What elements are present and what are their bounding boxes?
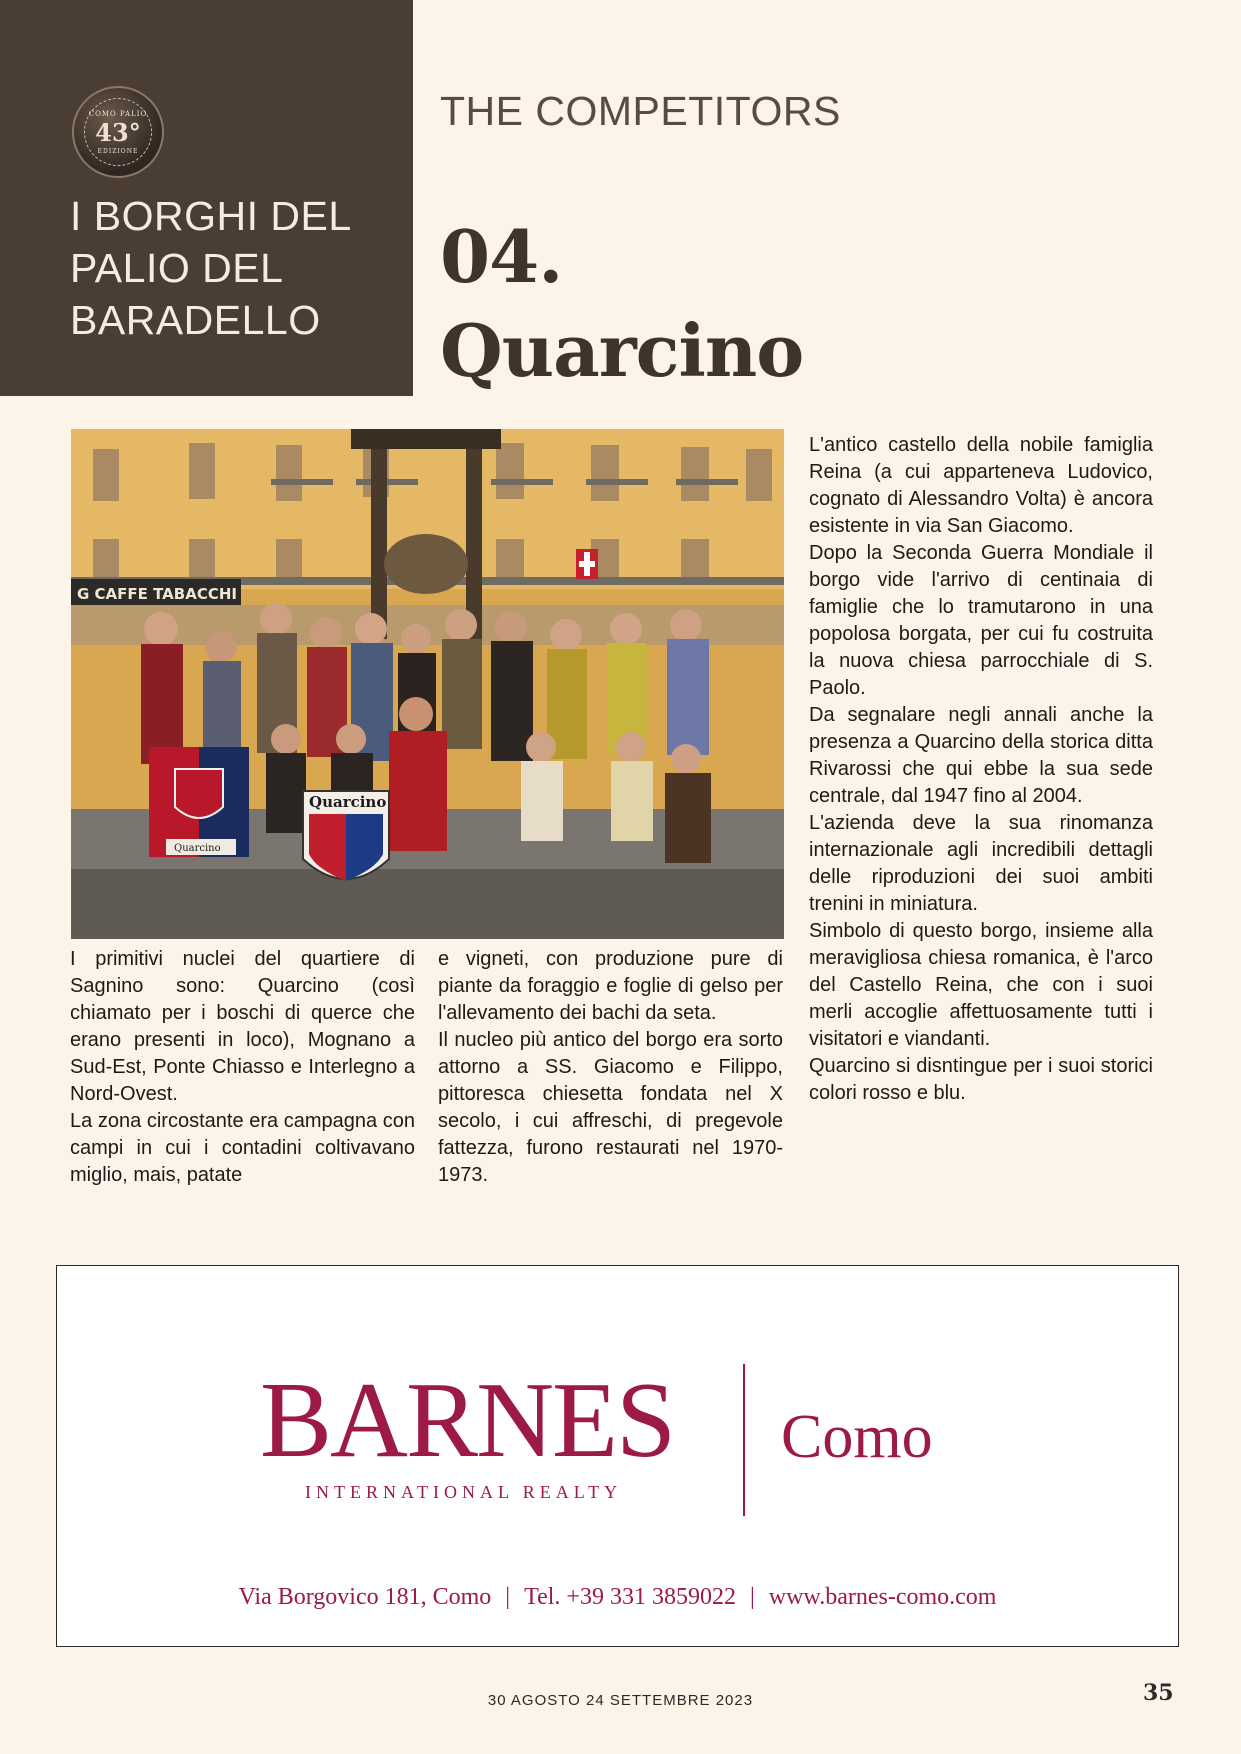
ad-divider	[743, 1364, 745, 1516]
footer-date: 30 AGOSTO 24 SETTEMBRE 2023	[487, 1692, 754, 1709]
article-column-2	[438, 946, 783, 1189]
series-title-line: PALIO DEL	[70, 245, 284, 291]
borgo-number: 04.	[440, 214, 563, 299]
panel-notch	[413, 0, 416, 188]
article-column-3	[809, 432, 1153, 1107]
shop-sign-text: G CAFFE TABACCHI	[77, 585, 237, 603]
ad-brand-logo: BARNES	[260, 1361, 675, 1480]
section-label: THE COMPETITORS	[440, 88, 841, 134]
badge-top-text: COMO PALIO	[88, 110, 148, 118]
ad-phone: Tel. +39 331 3859022	[524, 1584, 736, 1610]
borgo-name: Quarcino	[440, 308, 804, 393]
paragraph: Simbolo di questo borgo, insieme alla meravigliosa chiesa romanica, è l'arco del Castello Reina, che con i suoi merli accoglie affettuosamente tutti i visitatori e viandanti.	[809, 920, 1153, 1050]
article-column-1	[70, 946, 415, 1189]
paragraph: Quarcino si disntingue per i suoi storici colori rosso e blu.	[809, 1055, 1153, 1104]
series-title-line: I BORGHI DEL	[70, 193, 352, 239]
palio-badge-logo	[72, 86, 164, 178]
barnes-advertisement	[56, 1265, 1179, 1647]
ad-contact-line	[57, 1584, 1178, 1611]
series-title	[70, 190, 400, 346]
paragraph: La zona circostante era campagna con campi in cui i contadini coltivavano miglio, mais, patate	[70, 1110, 415, 1186]
shield-label: Quarcino	[309, 793, 387, 811]
paragraph: L'antico castello della nobile famiglia Reina (a cui apparteneva Ludovico, cognato di Alessandro Volta) è ancora esistente in via San Giacomo.	[809, 434, 1153, 537]
group-photo	[71, 429, 784, 939]
paragraph: Da segnalare negli annali anche la presenza a Quarcino della storica ditta Rivarossi che qui ebbe la sua sede centrale, dal 1947 fino al 2004.	[809, 704, 1153, 807]
paragraph: Il nucleo più antico del borgo era sorto attorno a SS. Giacomo e Filippo, pittoresca chiesetta fondata nel X secolo, i cui affreschi, di pregevole fattezza, furono restaurati nel 1970-1973.	[438, 1029, 783, 1186]
ad-separator: |	[749, 1584, 755, 1610]
paragraph: e vigneti, con produzione pure di piante da foraggio e foglie di gelso per l'allevamento dei bachi da seta.	[438, 948, 783, 1024]
ad-city: Como	[781, 1403, 933, 1471]
banner-label: Quarcino	[174, 843, 221, 854]
page-title	[440, 210, 803, 398]
ad-website: www.barnes-como.com	[768, 1584, 997, 1610]
group-photo-illustration	[71, 429, 784, 939]
series-title-line: BARADELLO	[70, 297, 321, 343]
ad-separator: |	[505, 1584, 511, 1610]
badge-bottom-text: EDIZIONE	[97, 148, 139, 155]
paragraph: L'azienda deve la sua rinomanza internazionale agli incredibili dettagli delle riproduzioni dei suoi ambiti trenini in miniatura.	[809, 812, 1153, 915]
ad-address: Via Borgovico 181, Como	[238, 1584, 492, 1610]
badge-edition-number: 43°	[95, 118, 141, 147]
paragraph: I primitivi nuclei del quartiere di Sagnino sono: Quarcino (così chiamato per i boschi di querce che erano presenti in loco), Mognano a Sud-Est, Ponte Chiasso e Interlegno a Nord-Ovest.	[70, 948, 415, 1105]
page-number: 35	[1143, 1680, 1174, 1706]
paragraph: Dopo la Seconda Guerra Mondiale il borgo vide l'arrivo di centinaia di famiglie che lo tramutarono in una popolosa borgata, per cui fu costruita la nuova chiesa parrocchiale di S. Paolo.	[809, 542, 1153, 699]
ad-brand-subtitle: INTERNATIONAL REALTY	[305, 1482, 623, 1502]
